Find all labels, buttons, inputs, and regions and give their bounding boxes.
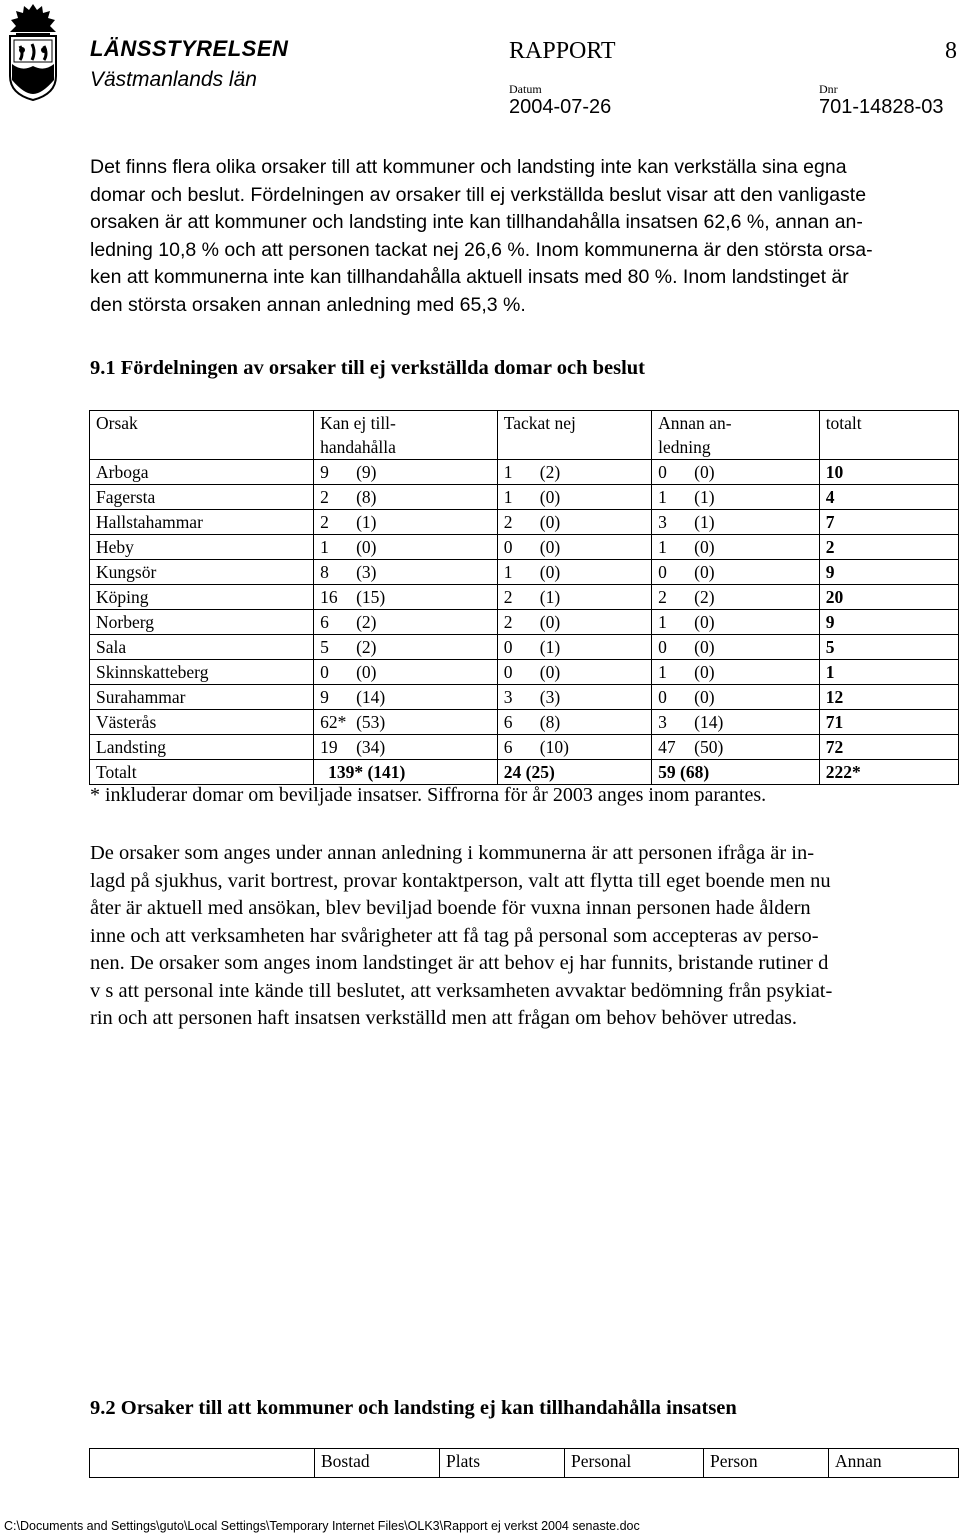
value-2004: 1 [658,612,667,632]
kan-ej-cell [314,710,498,735]
causes-table [89,410,959,785]
annan-cell [652,510,820,535]
value-2004: 2 [503,612,513,632]
annan-cell [652,735,820,760]
coat-of-arms-icon [2,2,64,102]
row-name: Surahammar [90,685,314,710]
text-line: De orsaker som anges under annan anledning i kommunerna är att personen ifråga är in- [90,842,815,864]
value-2003: (2) [539,462,561,482]
value-2003: (14) [356,687,386,707]
value-2003: (2) [356,637,377,657]
section-heading-9-2: 9.2 Orsaker till att kommuner och landsting ej kan tillhandahålla insatsen [90,1397,737,1419]
table-header-row [90,1449,959,1478]
tackat-cell [497,610,651,635]
value-2004: 2 [658,587,667,607]
table-row [90,510,959,535]
table-row [90,610,959,635]
text-line: ken att kommunerna inte kan tillhandahålla aktuell insats med 80 %. Inom landstinget är [90,266,849,288]
text-line: rin och att personen haft insatsen verkställd men att frågan om behov behöver utredas. [90,1007,798,1029]
row-name: Fagersta [90,485,314,510]
annan-cell [652,485,820,510]
value-2004: 3 [503,687,513,707]
intro-paragraph [90,154,952,319]
total-cell: 4 [819,485,958,510]
value-2004: 2 [503,512,513,532]
explanation-paragraph [90,840,952,1033]
value-2003: (1) [694,512,715,532]
header-annan: Annan [829,1449,959,1478]
value-2004: 2 [320,512,329,532]
kan-ej-cell [314,460,498,485]
table-row [90,735,959,760]
value-2003: (10) [539,737,569,757]
value-2004: 2 [320,487,329,507]
header-bostad: Bostad [315,1449,440,1478]
tackat-cell [497,660,651,685]
tackat-cell [497,585,651,610]
table-row [90,710,959,735]
text-line: inne och att verksamheten har svårigheter att få tag på personal som accepteras av perso- [90,924,819,947]
total-cell: 7 [819,510,958,535]
value-2004: 19 [320,737,338,757]
kan-ej-cell [314,535,498,560]
value-2004: 1 [503,487,513,507]
value-2003: (53) [356,712,386,732]
value-2003: (0) [694,637,715,657]
value-2003: (1) [539,587,561,607]
tackat-cell [497,735,651,760]
file-path-footer: C:\Documents and Settings\guto\Local Settings\Temporary Internet Files\OLK3\Rapport ej verkst 2004 senaste.doc [4,1519,640,1533]
value-2004: 9 [320,687,329,707]
dnr-value: 701-14828-03 [819,96,944,118]
total-cell: 1 [819,660,958,685]
total-tackat: 24 (25) [497,760,651,785]
total-label: Totalt [90,760,314,785]
value-2003: (3) [356,562,377,582]
value-2003: (14) [694,712,724,732]
total-kan-ej: 139* (141) [314,760,498,785]
value-2003: (2) [356,612,377,632]
value-2003: (0) [539,662,561,682]
value-2003: (0) [539,612,561,632]
text-line: den största orsaken annan anledning med 65,3 %. [90,293,526,316]
value-2004: 2 [503,587,513,607]
date-value: 2004-07-26 [509,96,612,118]
annan-cell [652,635,820,660]
total-cell: 9 [819,610,958,635]
kan-ej-cell [314,560,498,585]
org-subtitle: Västmanlands län [90,68,257,91]
value-2004: 16 [320,587,338,607]
value-2004: 1 [503,562,513,582]
header-tackat: Tackat nej [497,411,651,460]
value-2004: 1 [503,462,513,482]
value-2004: 0 [658,687,667,707]
kan-ej-cell [314,510,498,535]
value-2004: 0 [503,637,513,657]
text-line: v s att personal inte kände till beslutet, att verksamheten avvaktar bedömning från psykiat- [90,979,833,1002]
row-name: Hallstahammar [90,510,314,535]
value-2004: 1 [320,537,329,557]
table-row [90,485,959,510]
value-2004: 8 [320,562,329,582]
table-row [90,535,959,560]
annan-cell [652,610,820,635]
text-line: ledning 10,8 % och att personen tackat nej 26,6 %. Inom kommunerna är den största orsa- [90,238,873,261]
total-cell: 20 [819,585,958,610]
header-totalt: totalt [819,411,958,460]
value-2003: (8) [539,712,561,732]
row-name: Skinnskatteberg [90,660,314,685]
value-2003: (50) [694,737,724,757]
table-header-row [90,411,959,460]
value-2003: (0) [694,687,715,707]
table-row [90,685,959,710]
value-2003: (0) [694,462,715,482]
value-2003: (0) [539,562,561,582]
value-2004: 1 [658,662,667,682]
annan-cell [652,660,820,685]
value-2004: 62* [320,712,347,732]
value-2003: (1) [539,637,561,657]
value-2004: 0 [503,662,513,682]
value-2003: (9) [356,462,377,482]
table-row [90,560,959,585]
text-line: nen. De orsaker som anges inom landstinget är att behov ej har funnits, bristande rutiner d [90,952,829,974]
total-sum: 222* [819,760,958,785]
header-plats: Plats [440,1449,565,1478]
total-cell: 12 [819,685,958,710]
tackat-cell [497,485,651,510]
table-row [90,660,959,685]
kan-ej-cell [314,485,498,510]
total-cell: 2 [819,535,958,560]
row-name: Kungsör [90,560,314,585]
value-2004: 3 [658,712,667,732]
annan-cell [652,685,820,710]
page-number: 8 [945,38,957,64]
row-name: Landsting [90,735,314,760]
total-cell: 10 [819,460,958,485]
reasons-table [89,1448,959,1478]
value-2004: 0 [320,662,329,682]
table-footnote: * inkluderar domar om beviljade insatser. Siffrorna för år 2003 anges inom parantes. [90,784,767,806]
total-cell: 72 [819,735,958,760]
value-2003: (0) [694,612,715,632]
value-2004: 6 [503,737,513,757]
kan-ej-cell [314,685,498,710]
annan-cell [652,560,820,585]
row-name: Köping [90,585,314,610]
value-2003: (34) [356,737,386,757]
total-cell: 9 [819,560,958,585]
value-2003: (0) [539,487,561,507]
value-2003: (0) [539,512,561,532]
text-line: Det finns flera olika orsaker till att kommuner och landsting inte kan verkställa sina egna [90,156,847,178]
kan-ej-cell [314,610,498,635]
total-annan: 59 (68) [652,760,820,785]
value-2004: 6 [503,712,513,732]
text-line: domar och beslut. Fördelningen av orsaker till ej verkställda beslut visar att den vanligaste [90,183,867,206]
tackat-cell [497,635,651,660]
annan-cell [652,710,820,735]
dnr-label: Dnr [819,82,838,96]
text-line: lagd på sjukhus, varit bortrest, provar kontaktperson, valt att flytta till eget boende men nu [90,869,831,892]
table-row [90,585,959,610]
table-row [90,635,959,660]
value-2003: (0) [694,537,715,557]
document-type: RAPPORT [509,38,616,64]
tackat-cell [497,685,651,710]
value-2004: 5 [320,637,329,657]
value-2003: (8) [356,487,377,507]
value-2003: (2) [694,587,715,607]
section-heading-9-1: 9.1 Fördelningen av orsaker till ej verkställda domar och beslut [90,357,646,379]
value-2003: (0) [356,662,377,682]
row-name: Sala [90,635,314,660]
value-2004: 0 [658,462,667,482]
row-name: Heby [90,535,314,560]
text-line: åter är aktuell med ansökan, blev beviljad boende för vuxna innan personen hade åldern [90,897,811,919]
value-2004: 9 [320,462,329,482]
header-kan-ej [314,411,498,460]
kan-ej-cell [314,585,498,610]
date-label: Datum [509,82,542,96]
value-2003: (1) [694,487,715,507]
tackat-cell [497,460,651,485]
annan-cell [652,460,820,485]
row-name: Västerås [90,710,314,735]
header-person: Person [704,1449,829,1478]
header-line: Kan ej till- [320,413,396,433]
header-line: Annan an- [658,413,732,433]
text-line: orsaken är att kommuner och landsting inte kan tillhandahålla insatsen 62,6 %, annan an- [90,211,863,233]
tackat-cell [497,710,651,735]
value-2003: (3) [539,687,561,707]
value-2004: 1 [658,487,667,507]
value-2003: (1) [356,512,377,532]
total-cell: 71 [819,710,958,735]
value-2004: 0 [503,537,513,557]
header-line: handahålla [320,437,396,457]
row-name: Norberg [90,610,314,635]
kan-ej-cell [314,635,498,660]
kan-ej-cell [314,735,498,760]
value-2004: 3 [658,512,667,532]
value-2003: (0) [356,537,377,557]
annan-cell [652,585,820,610]
kan-ej-cell [314,660,498,685]
tackat-cell [497,560,651,585]
value-2003: (0) [539,537,561,557]
value-2004: 6 [320,612,329,632]
row-name: Arboga [90,460,314,485]
table-body [90,460,959,760]
total-cell: 5 [819,635,958,660]
value-2004: 1 [658,537,667,557]
table-total-row [90,760,959,785]
header-empty [90,1449,315,1478]
tackat-cell [497,535,651,560]
value-2004: 47 [658,737,676,757]
value-2004: 0 [658,637,667,657]
value-2003: (0) [694,562,715,582]
value-2004: 0 [658,562,667,582]
org-name: LÄNSSTYRELSEN [90,36,289,61]
header-line: ledning [658,437,711,457]
header-annan [652,411,820,460]
value-2003: (0) [694,662,715,682]
value-2003: (15) [356,587,386,607]
tackat-cell [497,510,651,535]
annan-cell [652,535,820,560]
header-personal: Personal [565,1449,704,1478]
header-orsak: Orsak [90,411,314,460]
table-row [90,460,959,485]
